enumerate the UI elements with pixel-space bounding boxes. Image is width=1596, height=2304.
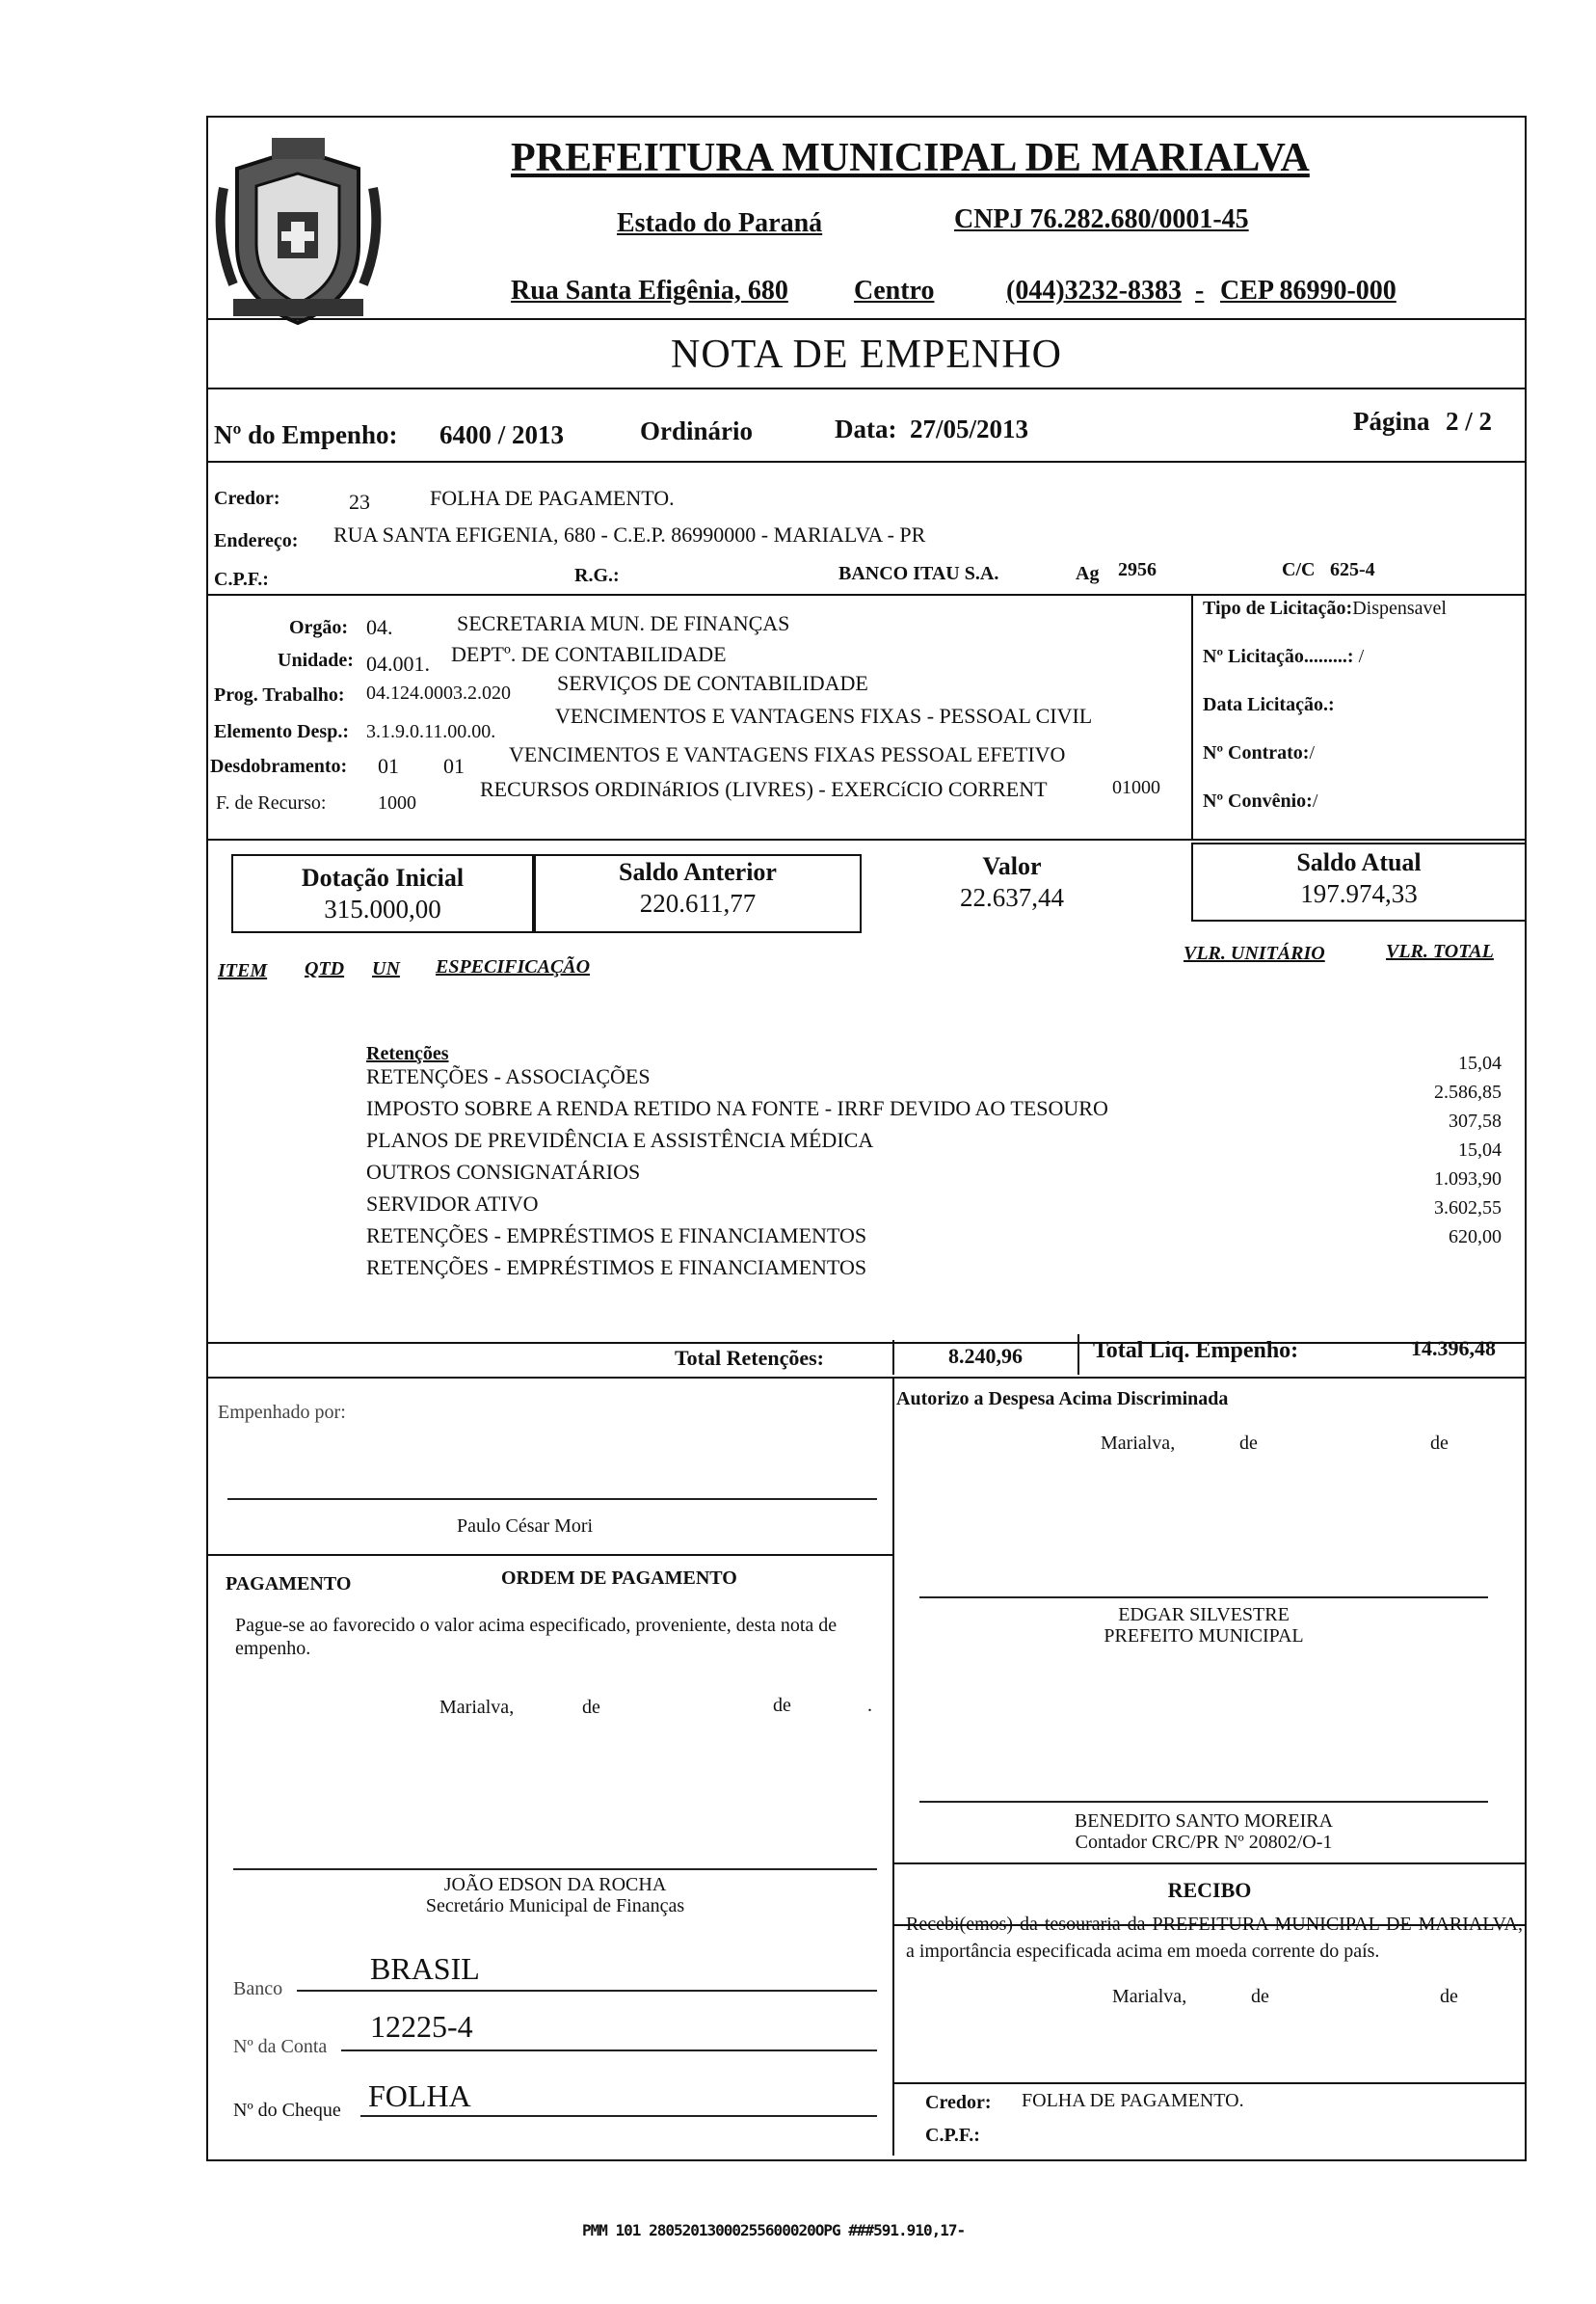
saldo-atual-value: 197.974,33 [1300,879,1418,908]
elemento-label: Elemento Desp.: [214,721,349,742]
ordem-pagamento-label: ORDEM DE PAGAMENTO [501,1567,737,1589]
pagamento-dot: . [867,1695,872,1716]
secretario-name: JOÃO EDSON DA ROCHA [443,1874,667,1895]
col-especificacao: ESPECIFICAÇÃO [436,956,591,978]
retencoes-heading: Retenções [366,1043,449,1064]
licitacao-type: Tipo de Licitação:Dispensavel [1203,598,1447,619]
recibo-credor-label: Credor: [925,2092,992,2113]
bank-name: BANCO ITAU S.A. [838,563,999,584]
banco-value: BRASIL [370,1951,480,1986]
retencao-desc: IMPOSTO SOBRE A RENDA RETIDO NA FONTE - IRRF DEVIDO AO TESOURO [366,1096,1108,1120]
address-label: Endereço: [214,530,299,551]
retencao-desc: RETENÇÕES - EMPRÉSTIMOS E FINANCIAMENTOS [366,1255,867,1279]
ag-label: Ag [1076,563,1100,584]
col-unit-value: VLR. UNITÁRIO [1184,943,1325,964]
col-qtd: QTD [305,958,345,979]
autorizo-de1: de [1239,1433,1258,1454]
retencao-value: 307,58 [1449,1111,1502,1132]
dotacao-value: 315.000,00 [324,895,441,924]
divider [206,318,1527,320]
retencao-value: 15,04 [1458,1139,1502,1161]
licitacao-date-label: Data Licitação.: [1203,694,1335,715]
divider [892,1377,894,2156]
empenho-number: 6400 / 2013 [439,420,565,449]
signature-line [227,1498,877,1500]
prog-name: SERVIÇOS DE CONTABILIDADE [557,671,868,695]
recibo-de1: de [1251,1986,1269,2007]
cc-number: 625-4 [1330,559,1375,580]
divider [1191,594,1193,839]
retencao-desc: SERVIDOR ATIVO [366,1192,539,1216]
dotacao-label: Dotação Inicial [301,864,465,892]
autorizo-text: Autorizo a Despesa Acima Discriminada [896,1388,1229,1409]
cheque-line [360,2115,877,2117]
retencao-desc: RETENÇÕES - ASSOCIAÇÕES [366,1064,651,1088]
retencao-desc: OUTROS CONSIGNATÁRIOS [366,1160,641,1184]
credor-code: 23 [349,490,370,514]
divider [892,2082,1527,2084]
page-number: 2 / 2 [1446,407,1493,436]
recurso-code: 1000 [378,792,416,814]
prog-code: 04.124.0003.2.020 [366,683,511,704]
prog-label: Prog. Trabalho: [214,684,345,706]
divider [206,388,1527,389]
total-liquido-label: Total Liq. Empenho: [1093,1338,1299,1363]
cheque-label: Nº do Cheque [233,2100,341,2121]
divider [1077,1334,1079,1375]
empenhado-name: Paulo César Mori [457,1515,594,1537]
signature-line [233,1868,877,1870]
credor-name: FOLHA DE PAGAMENTO. [430,486,675,510]
recibo-credor-name: FOLHA DE PAGAMENTO. [1022,2090,1244,2111]
recibo-cpf-label: C.P.F.: [925,2125,980,2146]
ag-number: 2956 [1118,559,1157,580]
saldo-anterior-label: Saldo Anterior [619,858,777,886]
recibo-text: Recebi(emos) da tesouraria da PREFEITURA MUNICIPAL DE MARIALVA, a importância especificada acima em moeda corrente do país. [906,1914,1523,1962]
divider [206,1554,892,1556]
retencao-desc: RETENÇÕES - EMPRÉSTIMOS E FINANCIAMENTOS [366,1223,867,1247]
prefeito-role: PREFEITO MUNICIPAL [1104,1625,1304,1647]
recurso-code2: 01000 [1112,777,1160,798]
cpf-label: C.P.F.: [214,569,269,590]
total-retencoes-label: Total Retenções: [675,1346,824,1370]
phone-text: (044)3232-8383 [1006,276,1182,306]
empenho-label: Nº do Empenho: [214,420,398,449]
empenho-date: 27/05/2013 [910,415,1029,443]
credor-label: Credor: [214,488,280,509]
retencao-value: 2.586,85 [1434,1082,1502,1103]
orgao-code: 04. [366,615,393,639]
recibo-de2: de [1440,1986,1458,2007]
contador-role: Contador CRC/PR Nº 20802/O-1 [1075,1832,1333,1853]
credor-address: RUA SANTA EFIGENIA, 680 - C.E.P. 86990000 - MARIALVA - PR [333,522,926,547]
licitacao-number: Nº Licitação.........: / [1203,646,1365,667]
retencao-value: 3.602,55 [1434,1197,1502,1219]
page-label: Página [1353,407,1430,436]
divider [206,461,1527,463]
retencao-value: 620,00 [1449,1226,1502,1247]
unidade-name: DEPTº. DE CONTABILIDADE [451,642,727,666]
desdobramento-code2: 01 [443,754,465,778]
elemento-code: 3.1.9.0.11.00.00. [366,721,496,742]
col-total-value: VLR. TOTAL [1386,941,1494,962]
desdobramento-name: VENCIMENTOS E VANTAGENS FIXAS PESSOAL EFETIVO [509,742,1066,766]
conta-line [341,2049,877,2051]
autorizo-city: Marialva, [1101,1433,1176,1454]
cnpj-text: CNPJ 76.282.680/0001-45 [954,204,1249,234]
recurso-name: RECURSOS ORDINáRIOS (LIVRES) - EXERCíCIO CORRENT [480,777,1048,801]
empenhado-label: Empenhado por: [218,1402,346,1423]
total-liquido-value: 14.396,48 [1411,1336,1496,1360]
elemento-name: VENCIMENTOS E VANTAGENS FIXAS - PESSOAL CIVIL [555,704,1093,728]
banco-label: Banco [233,1978,283,1999]
pagamento-label: PAGAMENTO [226,1573,352,1594]
desdobramento-label: Desdobramento: [210,756,348,777]
cc-label: C/C [1282,559,1316,580]
pagamento-de1: de [582,1697,600,1718]
autorizo-de2: de [1430,1433,1449,1454]
orgao-label: Orgão: [289,617,349,638]
address-text: Rua Santa Efigênia, 680 [511,276,788,306]
document-title: NOTA DE EMPENHO [671,333,1062,377]
coat-of-arms-logo [214,130,383,337]
retencao-value: 15,04 [1458,1053,1502,1074]
desdobramento-code1: 01 [378,754,399,778]
retencao-desc: PLANOS DE PREVIDÊNCIA E ASSISTÊNCIA MÉDICA [366,1128,874,1152]
total-retencoes-value: 8.240,96 [948,1344,1023,1368]
date-label: Data: [835,415,897,443]
divider [892,1862,1527,1864]
col-item: ITEM [218,960,268,981]
contador-name: BENEDITO SANTO MOREIRA [1074,1810,1334,1832]
district-text: Centro [854,276,935,306]
cheque-value: FOLHA [368,2078,471,2113]
footer-code: PMM 101 28052013000255600020OPG ###591.910,17- [582,2221,966,2239]
unidade-code: 04.001. [366,652,430,676]
retencao-value: 1.093,90 [1434,1168,1502,1190]
saldo-anterior-value: 220.611,77 [639,889,757,918]
valor-label: Valor [982,852,1042,880]
banco-line [297,1990,877,1992]
divider [206,594,1527,596]
orgao-name: SECRETARIA MUN. DE FINANÇAS [457,611,790,635]
col-un: UN [372,958,400,979]
saldo-atual-label: Saldo Atual [1296,848,1422,876]
unidade-label: Unidade: [278,650,354,671]
convenio-field: Nº Convênio:/ [1203,790,1318,812]
signature-line [919,1801,1488,1803]
dash-1: - [1195,276,1205,306]
divider [206,1342,1527,1344]
recibo-city: Marialva, [1112,1986,1187,2007]
empenho-type: Ordinário [640,416,754,445]
pagamento-city: Marialva, [439,1697,515,1718]
prefeito-name: EDGAR SILVESTRE [1118,1604,1290,1625]
state-text: Estado do Paraná [617,208,823,238]
recibo-title: RECIBO [1167,1878,1252,1902]
cep-text: CEP 86990-000 [1220,276,1396,306]
conta-value: 12225-4 [370,2009,473,2044]
divider [892,1340,894,1375]
municipality-title: PREFEITURA MUNICIPAL DE MARIALVA [511,136,1310,180]
pagamento-de2: de [773,1695,791,1716]
rg-label: R.G.: [574,565,620,586]
signature-line [919,1596,1488,1598]
valor-value: 22.637,44 [960,883,1064,912]
divider [206,839,1527,841]
divider [206,1377,1527,1379]
pagamento-text: Pague-se ao favorecido o valor acima especificado, proveniente, desta nota de empenho. [235,1615,838,1659]
secretario-role: Secretário Municipal de Finanças [425,1895,685,1916]
conta-label: Nº da Conta [233,2036,328,2057]
recurso-label: F. de Recurso: [216,792,327,814]
contrato-field: Nº Contrato:/ [1203,742,1316,764]
